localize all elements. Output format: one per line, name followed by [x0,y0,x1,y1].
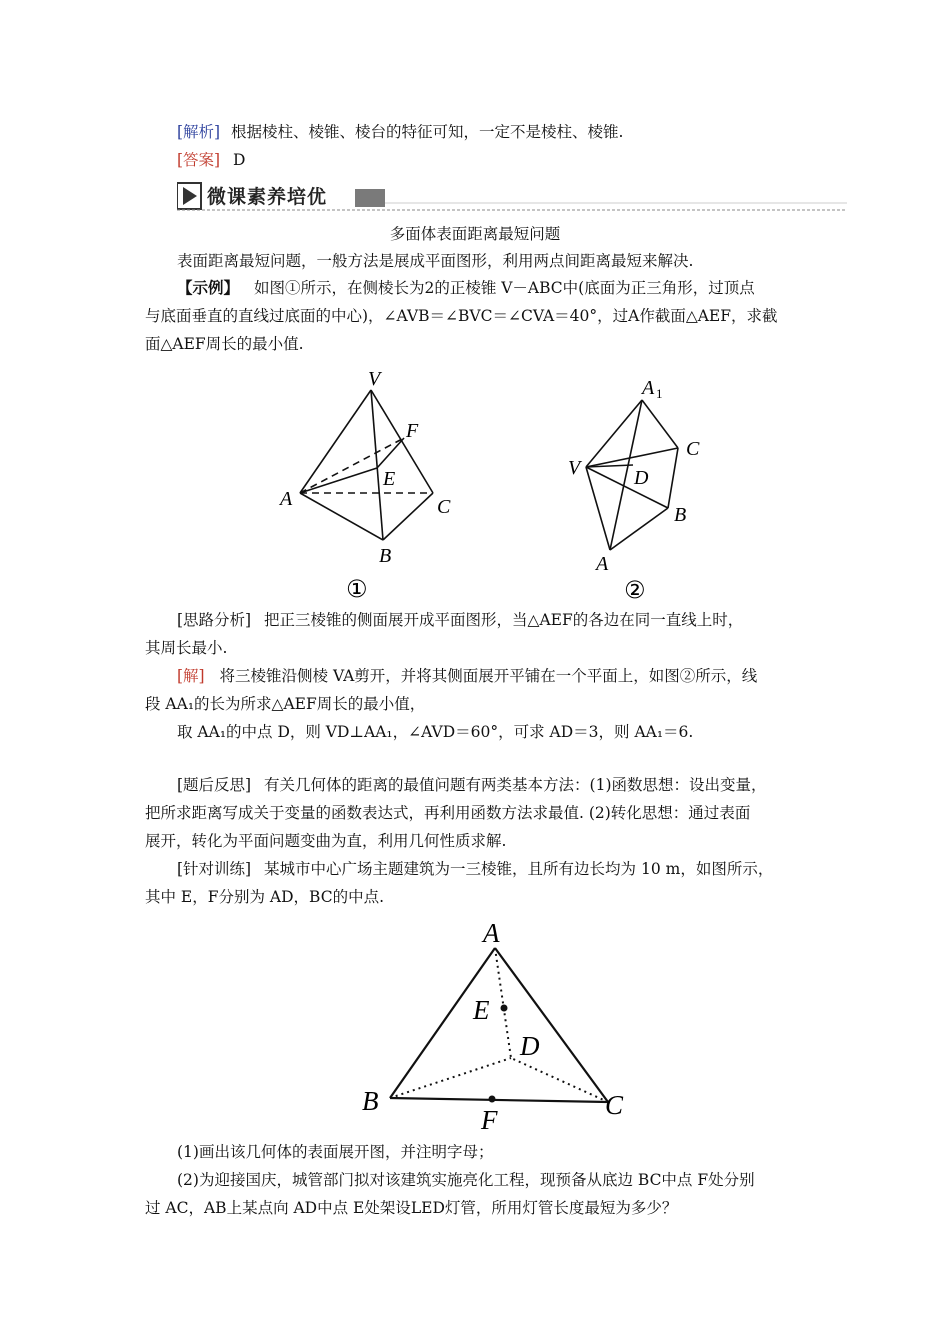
reflection-tag: [题后反思] [177,776,252,794]
question-2-line-1: (2)为迎接国庆，城管部门拟对该建筑实施亮化工程，现预备从底边 BC中点 F处分别 [177,1171,755,1189]
reflection-line-3: 展开，转化为平面问题变曲为直，利用几何性质求解. [145,832,507,850]
answer-tag: [答案] [177,151,221,169]
edge-VA [586,467,610,550]
training-line-2: 其中 E，F分别为 AD，BC的中点. [145,888,385,906]
label-V: V [568,457,581,479]
analysis-line [177,121,623,143]
intro-text: 表面距离最短问题，一般方法是展成平面图形，利用两点间距离最短来解决. [177,252,694,270]
reflection-line-1 [177,774,767,796]
figure-2-caption: ② [624,576,646,604]
label-B: B [379,545,392,567]
solution-line-2: 段 AA₁的长为所求△AEF周长的最小值， [145,695,426,713]
answer-line [177,149,245,171]
question-1: (1)画出该几何体的表面展开图，并注明字母； [177,1143,494,1161]
section-banner [177,181,847,213]
edge-VC [371,390,433,493]
figure-3-tetrahedron [355,915,635,1135]
segment-AE [300,468,377,493]
label-V: V [368,368,381,390]
banner-title: 微课素养培优 [207,186,328,208]
thinking-text-1: 把正三棱锥的侧面展开成平面图形，当△AEF的各边在同一直线上时， [264,611,744,629]
label-F: F [481,1105,498,1135]
label-E: E [383,468,396,490]
reflection-text-1: 有关几何体的距离的最值问题有两类基本方法：(1)函数思想：设出变量， [264,776,767,794]
analysis-tag: [解析] [177,123,221,141]
label-A: A [596,553,609,575]
edge-BA [610,508,668,550]
thinking-line-1 [177,609,743,631]
figure-2-unfolded [560,370,730,605]
edge-BC [383,493,433,540]
training-line-1 [177,858,773,880]
example-line-1 [177,277,755,299]
edge-BC [390,1098,608,1102]
analysis-text: 根据棱柱、棱锥、棱台的特征可知，一定不是棱柱、棱锥. [231,123,624,141]
figure-1-caption: ① [346,575,368,603]
point-F [489,1096,496,1103]
edge-AB [300,493,383,540]
banner-gray-block [355,189,385,207]
edge-CD-hidden [511,1058,608,1102]
label-D: D [634,467,649,489]
example-text-1: 如图①所示，在侧棱长为2的正棱锥 V－ABC中(底面为正三角形，过顶点 [253,279,755,297]
example-line-2: 与底面垂直的直线过底面的中心)，∠AVB＝∠BVC＝∠CVA＝40°，过A作截面△AEF，求截 [145,307,778,325]
edge-BD-hidden [390,1058,511,1098]
training-tag: [针对训练] [177,860,252,878]
edge-AD-hidden [495,948,511,1058]
edge-VB [371,390,383,540]
label-B: B [362,1086,379,1116]
example-tag: 【示例】 [177,278,240,297]
question-2-line-2: 过 AC，AB上某点向 AD中点 E处架设LED灯管，所用灯管长度最短为多少？ [145,1199,678,1217]
solution-text-1: 将三棱锥沿侧棱 VA剪开，并将其侧面展开平铺在一个平面上，如图②所示，线 [219,667,758,685]
reflection-line-2: 把所求距离写成关于变量的函数表达式，再利用函数方法求最值. (2)转化思想：通过表面 [145,804,751,822]
answer-text: D [233,151,246,169]
label-F: F [406,420,419,442]
label-C: C [686,438,700,460]
label-A: A [280,488,293,510]
training-text-1: 某城市中心广场主题建筑为一三棱锥，且所有边长均为 10 m，如图所示， [264,860,774,878]
figure-1-pyramid [270,365,470,605]
thinking-line-2: 其周长最小. [145,639,228,657]
label-A1-subscript: 1 [656,386,663,401]
section-title: 多面体表面距离最短问题 [389,225,561,243]
label-B: B [674,504,687,526]
label-E: E [473,995,490,1025]
label-D: D [520,1031,540,1061]
solution-tag: [解] [177,667,205,685]
solution-line-1 [177,665,757,687]
label-C: C [437,496,451,518]
label-A: A [483,918,500,948]
play-icon [183,187,197,205]
example-line-3: 面△AEF周长的最小值. [145,335,304,353]
segment-EF [377,438,404,468]
edge-AC [495,948,608,1102]
edge-CB [668,448,678,508]
edge-A1C [642,400,678,448]
label-C: C [605,1090,624,1120]
thinking-tag: [思路分析] [177,611,252,629]
point-E [501,1005,508,1012]
label-A1: A [642,377,655,399]
solution-line-3: 取 AA₁的中点 D，则 VD⊥AA₁，∠AVD＝60°，可求 AD＝3，则 AA₁＝6. [177,723,694,741]
edge-VA [300,390,371,493]
